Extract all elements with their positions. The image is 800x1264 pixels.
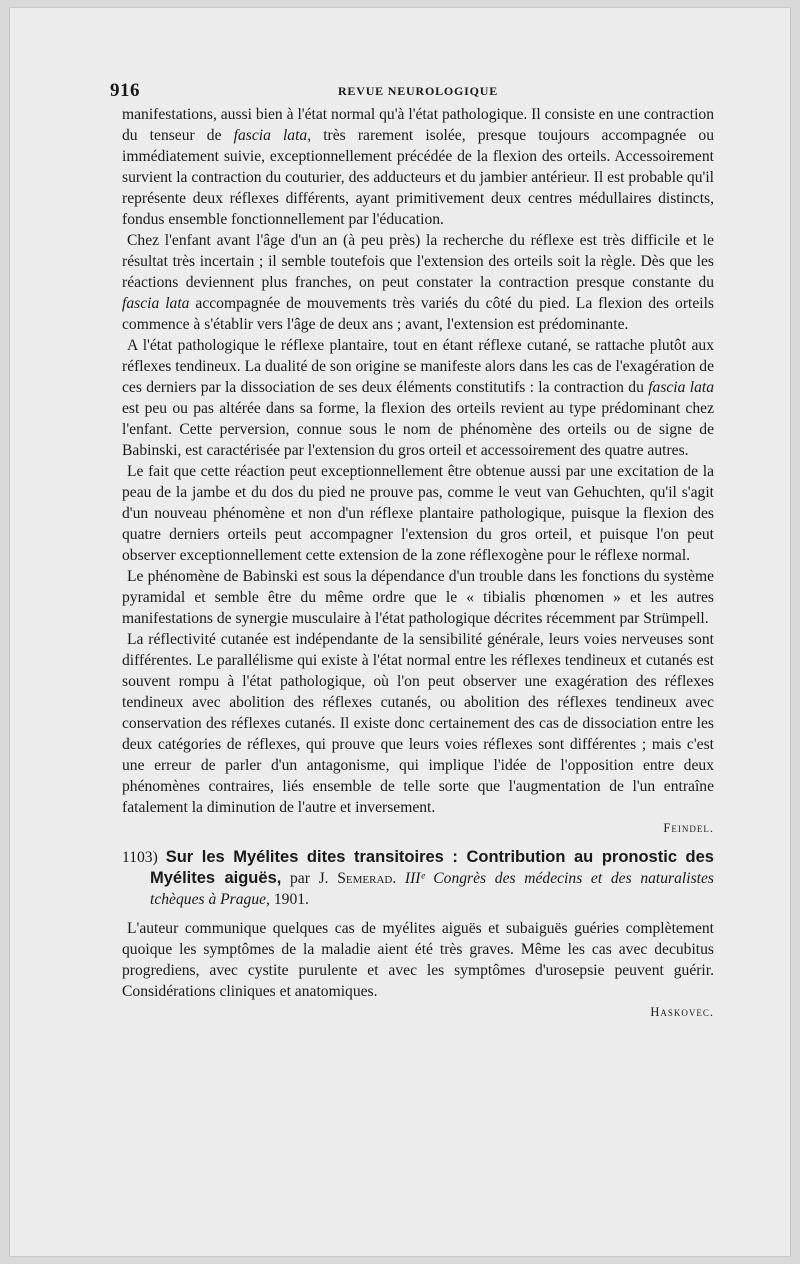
paragraph-4: Le fait que cette réaction peut exceptionnellement être obtenue aussi par une excitation de la peau de la jambe et du dos du pied ne prouve pas, comme le veut van Gehuchten, qu'il s'agit d'un nouveau phénomène et non d'un réflexe plantaire pathologique, puisque la flexion des quatre derniers orteils peut accompagner l'extension du gros orteil, et puisque l'on peut observer exceptionnellement cette extension de la zone réflexogène pour le réflexe normal.	[122, 463, 714, 564]
paragraph-5: Le phénomène de Babinski est sous la dépendance d'un trouble dans les fonctions du système pyramidal et semble être du même ordre que le « tibialis phœnomen » et les autres manifestations de synergie musculaire à l'état pathologique décrites récemment par Strümpell.	[122, 568, 714, 627]
signature-feindel: Feindel.	[663, 821, 714, 835]
review-body	[122, 104, 714, 839]
signature-haskovec: Haskovec.	[650, 1005, 714, 1019]
article-heading	[122, 847, 714, 910]
article-by: par	[290, 870, 310, 887]
paragraph-1: manifestations, aussi bien à l'état normal qu'à l'état pathologique. Il consiste en une contraction du tenseur de fascia lata, très rarement isolée, presque toujours accompagnée ou immédiatement suivie, exceptionnellement précédée de la flexion des orteils. Accessoirement survient la contraction du couturier, des adducteurs et du jambier antérieur. Il est probable qu'il représente deux réflexes différents, ayant primitivement deux centres médullaires distincts, fondus ensemble fonctionnellement par l'éducation.	[122, 106, 715, 228]
article-paragraph: L'auteur communique quelques cas de myélites aiguës et subaiguës guéries complètement quoique les symptômes de la maladie aient été très graves. Même les cas avec decubitus progrediens, avec cystite purulente et avec les symptômes d'urosepsie peuvent guérir. Considérations cliniques et anatomiques.	[122, 920, 714, 1000]
page-content	[110, 76, 715, 1023]
article-source: IIIᵉ Congrès des médecins et des naturalistes tchèques à Prague,	[150, 870, 714, 908]
article-body	[122, 918, 714, 1023]
article-number: 1103)	[122, 849, 158, 866]
page-header	[110, 76, 714, 104]
article-year: 1901.	[273, 891, 309, 908]
page	[10, 8, 790, 1256]
running-head: REVUE NEUROLOGIQUE	[337, 84, 499, 98]
paragraph-3: A l'état pathologique le réflexe plantaire, tout en étant réflexe cutané, se rattache plutôt aux réflexes tendineux. La dualité de son origine se manifeste alors dans les cas de l'exagération de ces derniers par la dissociation de ses deux éléments constitutifs : la contraction du fascia lata est peu ou pas altérée dans sa forme, la flexion des orteils revient au type prédominant chez l'enfant. Cette perversion, connue sous le nom de phénomène des orteils ou de signe de Babinski, est caractérisée par l'extension du gros orteil et accessoirement des quatre autres.	[122, 337, 714, 459]
paragraph-2: Chez l'enfant avant l'âge d'un an (à peu près) la recherche du réflexe est très difficile et le résultat très incertain ; il semble toutefois que l'extension des orteils soit la règle. Dès que les réactions deviennent plus franches, on peut constater la contraction presque constante du fascia lata accompagnée de mouvements très variés du côté du pied. La flexion des orteils commence à s'établir vers l'âge de deux ans ; avant, l'extension est prédominante.	[122, 232, 714, 333]
article-author: J. Semerad.	[318, 870, 397, 887]
paragraph-6: La réflectivité cutanée est indépendante de la sensibilité générale, leurs voies nerveuses sont différentes. Le parallélisme qui existe à l'état normal entre les réflexes tendineux et cutanés est souvent rompu à l'état pathologique, où l'on peut observer une exagération des réflexes tendineux avec abolition des réflexes cutanés, ou abolition des réflexes tendineux avec conservation des réflexes cutanés. Il existe donc certainement des cas de dissociation entre les deux catégories de réflexes, qui prouve que leurs voies réflexes sont différentes ; mais c'est une erreur de parler d'un antagonisme, qui implique l'idée de l'opposition entre deux phénomènes contraires, liés ensemble de telle sorte que l'augmentation de l'un entraîne fatalement la diminution de l'autre et inversement.	[122, 631, 714, 816]
page-number: 916	[110, 80, 140, 101]
article-title: Sur les Myélites dites transitoires : Contribution au pronostic des Myélites aiguës,	[150, 848, 714, 887]
